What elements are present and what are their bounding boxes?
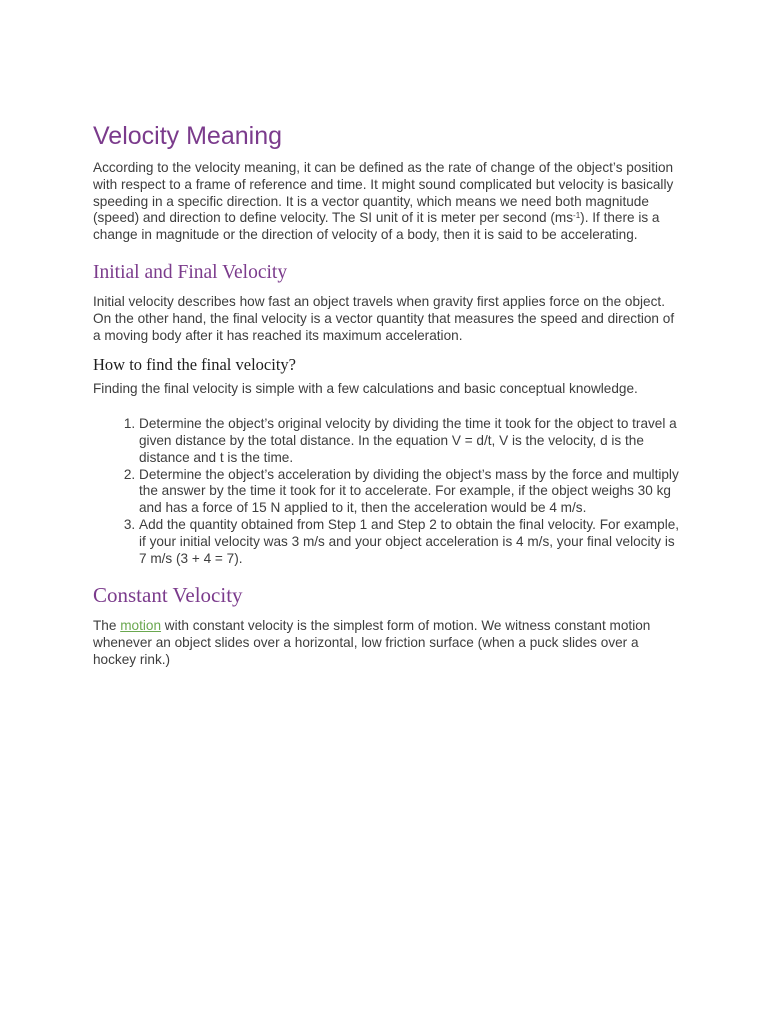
- paragraph-text-part-1: According to the velocity meaning, it can be defined as the rate of change of the object’s position with respect to a frame of reference and time. It might sound complicated but velocity is basically speeding in a specific direction. It is a vector quantity, which means we need both magnitude (speed) and direction to define velocity. The SI unit of it is meter per second (ms: [93, 160, 674, 226]
- motion-link[interactable]: motion: [120, 618, 162, 634]
- superscript-exponent: -1: [573, 211, 581, 221]
- paragraph-how-to-find: Finding the final velocity is simple with a few calculations and basic conceptual knowledge.: [93, 381, 638, 397]
- list-item: 2. Determine the object’s acceleration by dividing the object’s mass by the force and multiply the answer by the time it took for it to accelerate. For example, if the object weighs 30 kg and has a force of 15 N applied to it, then the acceleration would be 4 m/s.: [139, 467, 683, 517]
- heading-velocity-meaning: Velocity Meaning: [93, 122, 283, 150]
- paragraph-text-lead: The: [93, 618, 121, 634]
- list-item: 1. Determine the object’s original velocity by dividing the time it took for the object to travel a given distance by the total distance. In the equation V = d/t, V is the velocity, d is the distance and t is the time.: [139, 416, 683, 466]
- steps-list: [93, 416, 683, 567]
- heading-constant-velocity: Constant Velocity: [93, 583, 243, 608]
- paragraph-velocity-meaning: [93, 160, 683, 244]
- heading-initial-final-velocity: Initial and Final Velocity: [93, 261, 288, 283]
- paragraph-initial-final-velocity: Initial velocity describes how fast an object travels when gravity first applies force on the object. On the other hand, the final velocity is a vector quantity that measures the speed and direction of a moving body after it has reached its maximum acceleration.: [93, 293, 675, 343]
- heading-how-to-find-final-velocity: How to find the final velocity?: [93, 355, 296, 375]
- paragraph-text-rest: with constant velocity is the simplest form of motion. We witness constant motion whenever an object slides over a horizontal, low friction surface (when a puck slides over a hockey rink.): [93, 618, 651, 667]
- list-item: 3. Add the quantity obtained from Step 1 and Step 2 to obtain the final velocity. For example, if your initial velocity was 3 m/s and your object acceleration is 4 m/s, your final velocity is 7 m/s (3 + 4 = 7).: [139, 517, 683, 567]
- paragraph-constant-velocity: [93, 618, 683, 668]
- paragraph-text-part-2: ). If there is a change in magnitude or the direction of velocity of a body, then it is said to be accelerating.: [93, 210, 660, 243]
- document-content: [93, 118, 683, 669]
